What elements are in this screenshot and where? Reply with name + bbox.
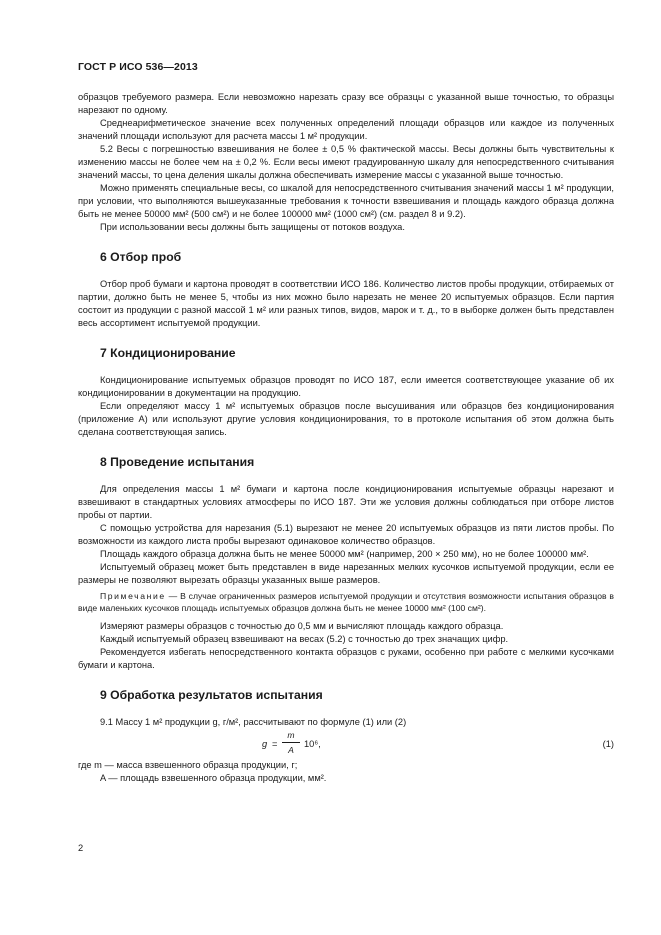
section-8-paragraph-5: Измеряют размеры образцов с точностью до 0,5 мм и вычисляют площадь каждого образца. [100,621,504,631]
formula-denominator: A [288,745,294,755]
section-8-heading: 8 Проведение испытания [100,455,255,469]
fraction-bar [282,742,300,743]
formula-lhs: g [262,739,268,749]
formula-fraction [282,730,300,756]
where-m-definition: m — масса взвешенного образца продукции, г; [94,760,298,770]
where-A-definition: A — площадь взвешенного образца продукции, мм². [100,773,327,783]
formula-equals: = [272,739,278,749]
formula-numerator: m [287,730,295,740]
page-number: 2 [78,843,84,853]
paragraph-intro-1: образцов требуемого размера. Если невозможно нарезать сразу все образцы с указанной выше точностью, то образцы нарезают по одному. [78,92,614,115]
formula-number: (1) [602,739,614,749]
section-9-paragraph-1: 9.1 Массу 1 м² продукции g, г/м², рассчитывают по формуле (1) или (2) [100,717,407,727]
section-6-heading: 6 Отбор проб [100,250,182,264]
note-text: — В случае ограниченных размеров испытуемой продукции и отсутствия возможности испытания образцов в виде маленьких кусочков площадь испытуемых образцов должна быть не менее 10000 мм² (100 см²). [78,591,614,613]
paragraph-5-2: 5.2 Весы с погрешностью взвешивания не более ± 0,5 % фактической массы. Весы должны быть чувствительны к изменению массы не более чем на ± 0,2 %. Если весы имеют градуированную шкалу для непосредственного считывания значений массы, то цена деления шкалы должна обеспечивать измерение массы с указанной выше точностью. [78,144,614,180]
section-8-paragraph-4: Испытуемый образец может быть представлен в виде нарезанных мелких кусочков испытуемой продукции, если ее размеры не позволяют вырезать образцы указанных выше размеров. [78,562,614,585]
section-8-paragraph-7: Рекомендуется избегать непосредственного контакта образцов с руками, особенно при работе с мелкими кусочками бумаги и картона. [78,647,614,670]
section-7-heading: 7 Кондиционирование [100,346,236,360]
section-8-paragraph-6: Каждый испытуемый образец взвешивают на весах (5.2) с точностью до трех значащих цифр. [100,634,509,644]
section-8-paragraph-1: Для определения массы 1 м² бумаги и картона после кондиционирования испытуемые образцы нарезают и взвешивают в стандартных условиях атмосферы по ИСО 187. Эти же условия должны соблюдаться при отборе листов пробы от партии. [78,484,614,520]
note-label: Примечание [100,591,166,601]
paragraph-intro-2: Среднеарифметическое значение всех полученных определений площади образцов или каждое из полученных значений площади используют для расчета массы 1 м² продукции. [78,118,614,141]
section-8-paragraph-3: Площадь каждого образца должна быть не менее 50000 мм² (например, 200 × 250 мм), но не более 100000 мм². [100,549,589,559]
section-7-paragraph-1: Кондиционирование испытуемых образцов проводят по ИСО 187, если имеется соответствующее указание об их кондиционировании в документации на продукцию. [78,375,614,398]
where-clause [78,759,614,772]
paragraph-air-protection: При использовании весы должны быть защищены от потоков воздуха. [100,222,405,232]
section-8-note [78,591,614,614]
section-8-paragraph-2: С помощью устройства для нарезания (5.1) вырезают не менее 20 испытуемых образцов из пяти листов пробы. По возможности из каждого листа пробы вырезают одинаковое количество образцов. [78,523,614,546]
section-6-paragraph: Отбор проб бумаги и картона проводят в соответствии ИСО 186. Количество листов пробы продукции, отбираемых от партии, должно быть не менее 5, чтобы из них можно было нарезать не менее 20 испытуемых образцов. Если партия состоит из продукции с разной массой 1 м² или разных типов, видов, марок и т. д., то в выборке должен быть представлен весь ассортимент испытуемой продукции. [78,279,614,328]
formula-factor: 10⁶, [304,739,321,749]
where-lead: где [78,760,92,770]
paragraph-special-scales: Можно применять специальные весы, со шкалой для непосредственного считывания значений массы 1 м² продукции, при условии, что выполняются вышеуказанные требования к точности взвешивания и площадь каждого образца должна быть не менее 50000 мм² (500 см²) и не более 100000 мм² (1000 см²) (см. раздел 8 и 9.2). [78,183,614,219]
section-7-paragraph-2: Если определяют массу 1 м² испытуемых образцов после высушивания или образцов без кондиционирования (приложение А) или используют другие условия кондиционирования, то в протоколе испытания об этом должна быть сделана соответствующая запись. [78,401,614,437]
formula-1 [78,730,614,758]
document-header: ГОСТ Р ИСО 536—2013 [78,61,198,73]
document-body [78,91,614,785]
formula-expression [262,730,402,758]
section-9-heading: 9 Обработка результатов испытания [100,688,323,702]
